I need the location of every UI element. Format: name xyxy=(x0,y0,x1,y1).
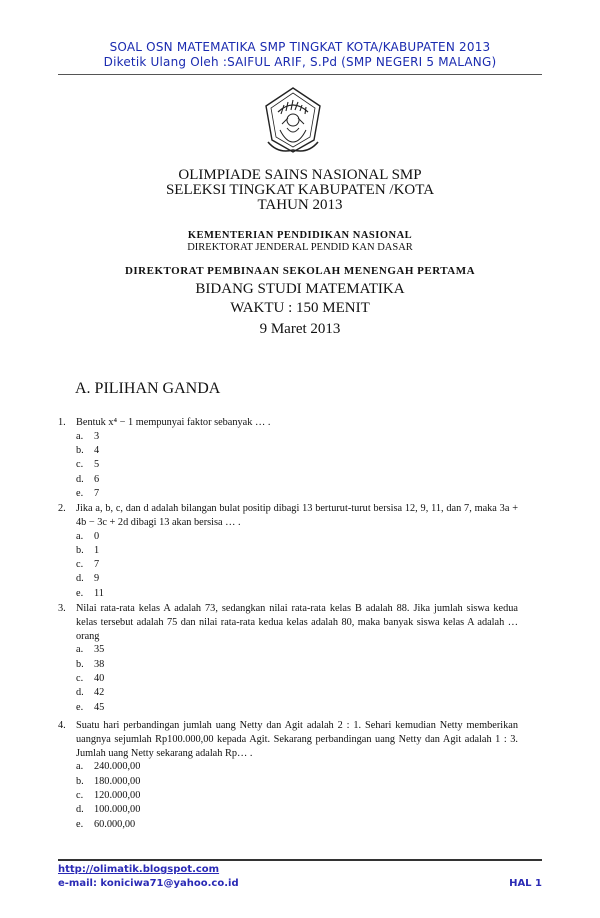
option-item: e. 60.000,00 xyxy=(76,818,136,830)
running-header-author: Diketik Ulang Oleh :SAIFUL ARIF, S.Pd (SMP NEGERI 5 MALANG) xyxy=(103,55,497,69)
option-item: d. 9 xyxy=(76,573,100,585)
option-item: b. 1 xyxy=(76,544,100,556)
question-number: 4. xyxy=(58,720,66,731)
question-3 xyxy=(58,602,518,715)
tut-wuri-handayani-emblem-icon xyxy=(258,84,328,156)
option-item: a. 35 xyxy=(76,644,105,656)
option-item: c. 120.000,00 xyxy=(76,789,141,801)
question-text: Suatu hari perbandingan jumlah uang Netty dan Agit adalah 2 : 1. Sehari kemudian Netty memberikan uangnya sejumlah Rp100.000,00 kepada Agit. Sekarang perbandingan uang Netty dan Agit adalah 1 : 3. Jumlah uang Netty sekarang adalah Rp… . xyxy=(76,720,518,759)
subject-field: BIDANG STUDI MATEMATIKA xyxy=(195,281,405,297)
option-list xyxy=(76,643,518,714)
running-header-title: SOAL OSN MATEMATIKA SMP TINGKAT KOTA/KABUPATEN 2013 xyxy=(109,40,491,54)
question-text: Nilai rata-rata kelas A adalah 73, sedangkan nilai rata-rata kelas B adalah 88. Jika jumlah siswa kedua kelas tersebut adalah 75 dan nilai rata-rata kedua kelas adalah 80, maka banyak siswa kelas A adalah … orang xyxy=(76,603,518,642)
question-text: Jika a, b, c, dan d adalah bilangan bulat positip dibagi 13 berturut-turut bersisa 12, 9, 11, dan 7, maka 3a + 4b − 3c + 2d dibagi 13 akan bersisa … . xyxy=(76,503,518,528)
question-number: 3. xyxy=(58,603,66,614)
option-item: e. 7 xyxy=(76,487,100,499)
option-item: c. 7 xyxy=(76,559,100,571)
exam-time: WAKTU : 150 MENIT xyxy=(230,300,370,316)
option-list xyxy=(76,760,518,831)
question-text: Bentuk x⁴ − 1 mempunyai faktor sebanyak … . xyxy=(76,417,271,428)
question-number: 2. xyxy=(58,503,66,514)
exam-date: 9 Maret 2013 xyxy=(259,321,341,337)
option-item: e. 11 xyxy=(76,587,104,599)
footer-email: e-mail: koniciwa71@yahoo.co.id xyxy=(58,878,239,889)
option-item: c. 5 xyxy=(76,459,100,471)
option-item: d. 6 xyxy=(76,473,100,485)
title-line-1: OLIMPIADE SAINS NASIONAL SMP xyxy=(178,167,422,183)
option-item: a. 3 xyxy=(76,430,100,442)
option-list xyxy=(76,530,518,601)
title-line-3: TAHUN 2013 xyxy=(257,197,343,213)
question-2 xyxy=(58,502,518,601)
page-number: HAL 1 xyxy=(509,878,542,889)
option-item: c. 40 xyxy=(76,672,105,684)
option-list xyxy=(76,430,518,501)
ministry-name: KEMENTERIAN PENDIDIKAN NASIONAL xyxy=(187,230,413,241)
directorate: DIREKTORAT PEMBINAAN SEKOLAH MENENGAH PERTAMA xyxy=(124,265,476,277)
option-item: b. 38 xyxy=(76,658,105,670)
question-number: 1. xyxy=(58,417,66,428)
option-item: e. 45 xyxy=(76,701,105,713)
option-item: d. 100.000,00 xyxy=(76,804,141,816)
title-line-2: SELEKSI TINGKAT KABUPATEN /KOTA xyxy=(165,182,435,198)
question-1 xyxy=(58,416,518,501)
question-4 xyxy=(58,719,518,832)
blog-link[interactable]: http://olimatik.blogspot.com xyxy=(58,864,220,875)
header-divider xyxy=(58,74,542,75)
section-title: A. PILIHAN GANDA xyxy=(75,380,221,397)
option-item: a. 240.000,00 xyxy=(76,761,141,773)
option-item: b. 4 xyxy=(76,445,100,457)
option-item: d. 42 xyxy=(76,687,105,699)
option-item: a. 0 xyxy=(76,530,100,542)
option-item: b. 180.000,00 xyxy=(76,775,141,787)
directorate-general: DIREKTORAT JENDERAL PENDID KAN DASAR xyxy=(187,242,413,253)
footer-divider xyxy=(58,859,542,861)
